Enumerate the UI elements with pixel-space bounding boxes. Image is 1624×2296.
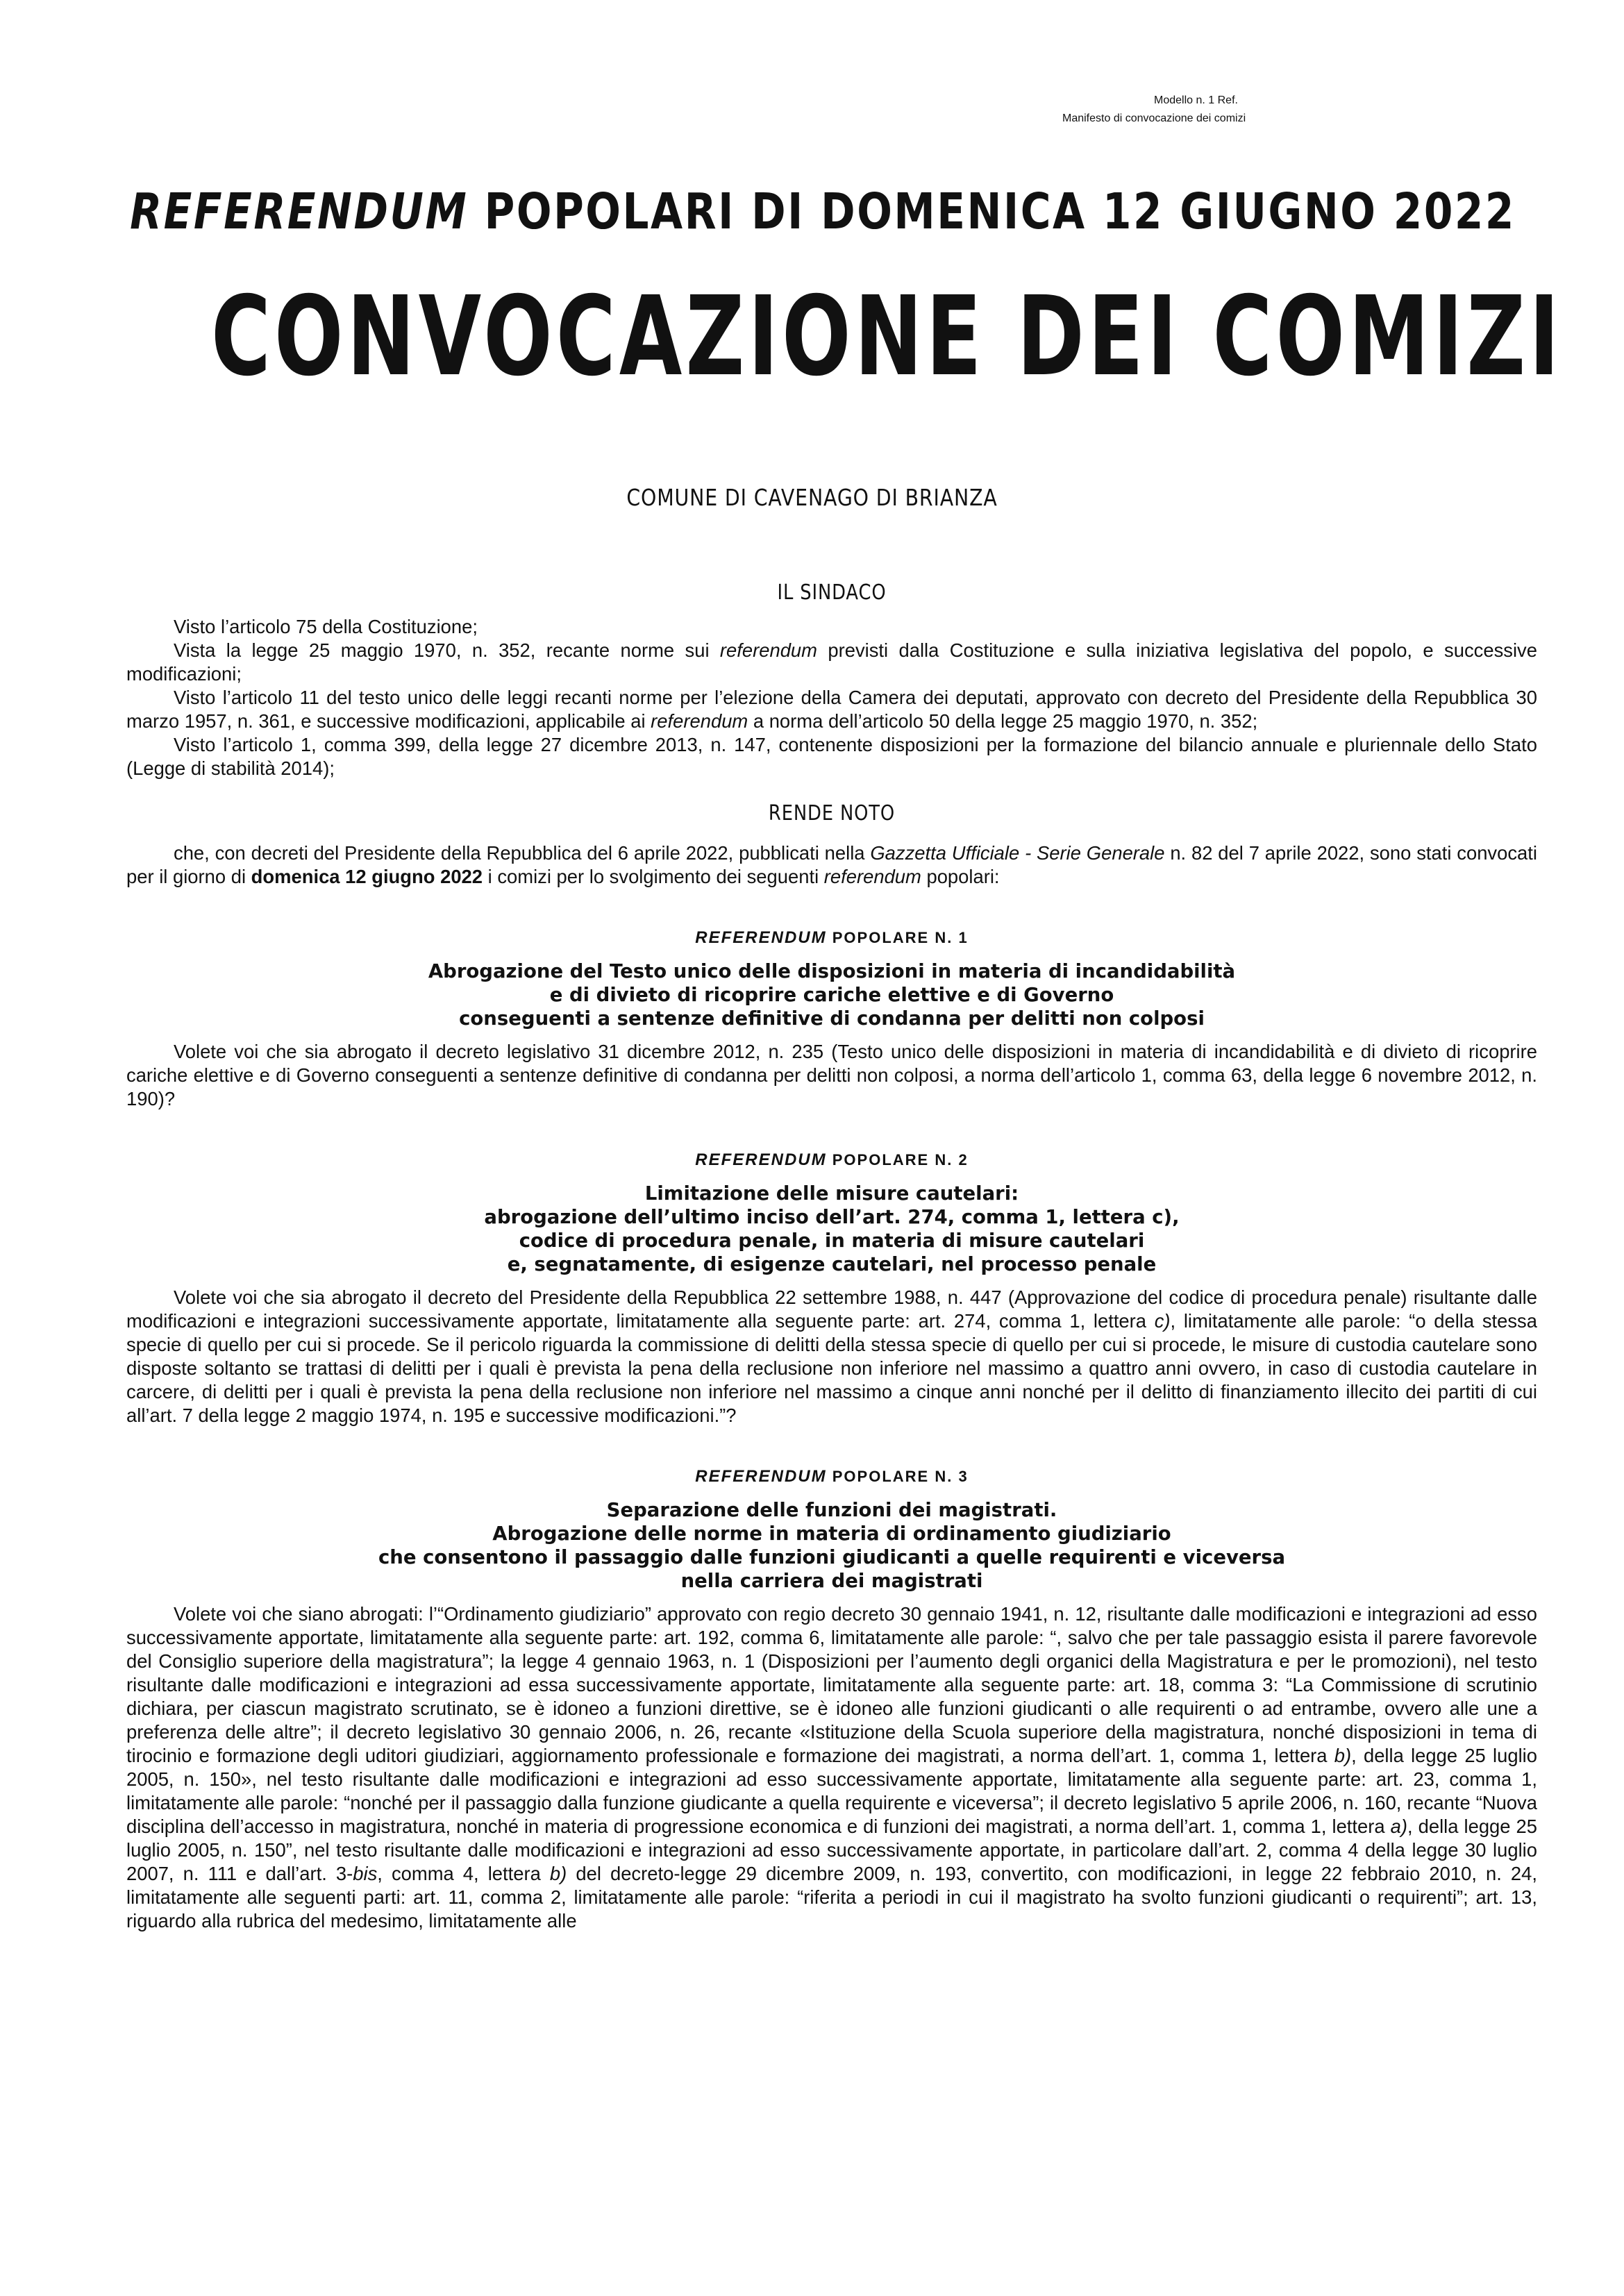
- referendum-3-heading-number: POPOLARE N. 3: [826, 1468, 969, 1485]
- rende-noto-text-a: che, con decreti del Presidente della Repubblica del 6 aprile 2022, pubblicati nella: [174, 842, 871, 864]
- document-body: [126, 579, 1537, 1933]
- referendum-3-question-text: , della legge 25 luglio 2005, n. 150”, nel testo risultante dalle modificazioni e integrazioni ad esso successivamente apportate, in particolare dall’art. 2, comma 4 della legge 30 luglio 2007, n. 111 e dall’art. 3-: [126, 1816, 1537, 1884]
- premise-3: [126, 686, 1537, 733]
- sindaco-heading: IL SINDACO: [777, 580, 887, 605]
- referendum-3-title-line: nella carriera dei magistrati: [680, 1570, 983, 1592]
- referendum-3-question-italic: b): [549, 1863, 567, 1884]
- referendum-2-title: [126, 1182, 1537, 1276]
- referendum-2-title-line: abrogazione dell’ultimo inciso dell’art. 274, comma 1, lettera c),: [484, 1206, 1180, 1228]
- referendum-1-heading-number: POPOLARE N. 1: [826, 929, 969, 946]
- referendum-3-question-text: Volete voi che siano abrogati: l’“Ordinamento giudiziario” approvato con regio decreto 30 gennaio 1941, n. 12, risultante dalle modificazioni e integrazioni ad esso successivamente apportate, limitatamente alla seguente parte: art. 192, comma 6, limitatamente alle parole: “, salvo che per tale passaggio esista il parere favorevole del Consiglio superiore della magistratura”; la legge 4 gennaio 1963, n. 1 (Disposizioni per l’aumento degli organici della Magistratura e per le promozioni), nel testo risultante dalle modificazioni e integrazioni ad essa successivamente apportate, limitatamente alla seguente parte: art. 18, comma 3: “La Commissione di scrutinio dichiara, per ciascun magistrato scrutinato, se è idoneo a funzioni direttive, se è idoneo alle funzioni giudicanti o alle requirenti o ad entrambe, ovvero alle une a preferenza delle altre”; il decreto legislativo 30 gennaio 2006, n. 26, recante «Istituzione della Scuola superiore della magistratura, nonché disposizioni in tema di tirocinio e formazione degli uditori giudiziari, aggiornamento professionale e formazione dei magistrati, a norma dell’art. 1, comma 1, lettera: [126, 1603, 1537, 1766]
- referendum-3-title-line: che consentono il passaggio dalle funzioni giudicanti a quelle requirenti e viceversa: [378, 1546, 1286, 1568]
- main-title: CONVOCAZIONE DEI COMIZI: [211, 273, 1563, 401]
- rende-noto-text-d: popolari:: [921, 866, 1000, 887]
- referendum-3-title-line: Abrogazione delle norme in materia di ordinamento giudiziario: [492, 1523, 1171, 1545]
- comune-name: COMUNE DI CAVENAGO DI BRIANZA: [626, 484, 998, 511]
- election-date: domenica 12 giugno 2022: [251, 866, 483, 887]
- rende-noto-text-b: n. 82 del 7 aprile 2022, sono stati convocati per il giorno di: [126, 842, 1537, 887]
- referendum-3-question-italic: a): [1390, 1816, 1407, 1837]
- referendum-3-question-italic: bis: [353, 1863, 378, 1884]
- model-number: Modello n. 1 Ref.: [1154, 94, 1238, 106]
- referendum-2-question-text-b: , limitatamente alle parole: “o della stessa specie di quello per cui si procede. Se il pericolo riguarda la commissione di delitti della stessa specie di quello per cui si procede, le misure di custodia cautelare sono disposte soltanto se trattasi di delitti per i quali è prevista la pena della reclusione non inferiore nel massimo a quattro anni ovvero, in caso di custodia cautelare in carcere, di delitti per i quali è prevista la pena della reclusione non inferiore nel massimo a cinque anni nonché per il delitto di finanziamento illecito dei partiti di cui all’art. 7 della legge 2 maggio 1974, n. 195 e successive modificazioni.”?: [126, 1310, 1537, 1426]
- premise-4-text: Visto l’articolo 1, comma 399, della legge 27 dicembre 2013, n. 147, contenente disposizioni per la formazione del bilancio annuale e pluriennale dello Stato (Legge di stabilità 2014);: [126, 734, 1537, 779]
- referendum-3-question-italic: b): [1334, 1745, 1352, 1766]
- referendum-1-title-line: Abrogazione del Testo unico delle disposizioni in materia di incandidabilità: [428, 960, 1236, 982]
- referendum-3-question-text: , comma 4, lettera: [377, 1863, 550, 1884]
- referendum-1-heading-italic: REFERENDUM: [695, 928, 827, 947]
- referendum-2-question: [126, 1286, 1537, 1427]
- rende-noto-paragraph: [126, 841, 1537, 889]
- referendum-3-question: [126, 1602, 1537, 1933]
- referendum-1-heading: [126, 928, 1537, 948]
- referendum-2-title-line: codice di procedura penale, in materia di misure cautelari: [519, 1230, 1145, 1252]
- referendum-2-heading-italic: REFERENDUM: [695, 1150, 827, 1169]
- rende-noto-text-c: i comizi per lo svolgimento dei seguenti: [483, 866, 824, 887]
- premise-1-text: Visto l’articolo 75 della Costituzione;: [174, 616, 478, 637]
- premise-4: [126, 733, 1537, 780]
- model-reference: [1062, 92, 1396, 128]
- premise-2-text-b: previsti dalla Costituzione e sulla iniziativa legislativa del popolo, e successive modificazioni;: [126, 639, 1537, 685]
- referendum-2-question-italic: c): [1154, 1310, 1171, 1332]
- referendum-2-heading-number: POPOLARE N. 2: [826, 1151, 969, 1168]
- referendum-3-heading-italic: REFERENDUM: [695, 1467, 827, 1486]
- premise-2-italic: referendum: [719, 639, 817, 661]
- referendum-2-title-line: Limitazione delle misure cautelari:: [644, 1182, 1019, 1205]
- referendum-3-title-line: Separazione delle funzioni dei magistrati.: [606, 1499, 1057, 1521]
- model-description: Manifesto di convocazione dei comizi: [1062, 112, 1246, 124]
- rende-noto-heading: RENDE NOTO: [768, 801, 896, 826]
- referendum-1-title-line: conseguenti a sentenze definitive di condanna per delitti non colposi: [459, 1007, 1205, 1030]
- headline-referendum-word: REFERENDUM: [130, 183, 469, 240]
- headline: [130, 177, 1516, 246]
- gazzetta-ufficiale: Gazzetta Ufficiale - Serie Generale: [870, 842, 1165, 864]
- referendum-2-question-text-a: Volete voi che sia abrogato il decreto del Presidente della Repubblica 22 settembre 1988, n. 447 (Approvazione del codice di procedura penale) risultante dalle modificazioni e integrazioni successivamente apportate, limitatamente alla seguente parte: art. 274, comma 1, lettera: [126, 1287, 1537, 1332]
- premise-3-text-a: Visto l’articolo 11 del testo unico delle leggi recanti norme per l’elezione della Camera dei deputati, approvato con decreto del Presidente della Repubblica 30 marzo 1957, n. 361, e successive modificazioni, applicabile ai: [126, 687, 1537, 732]
- referendum-3-question-text: , della legge 25 luglio 2005, n. 150», nel testo risultante dalle modificazioni e integrazioni ad esso successivamente apportate, limitatamente alla seguente parte: art. 23, comma 1, limitatamente alle parole: “nonché per il passaggio dalla funzione giudicante a quella requirente e viceversa”; il decreto legislativo 5 aprile 2006, n. 160, recante “Nuova disciplina dell’accesso in magistratura, nonché in materia di progressione economica e di funzioni dei magistrati, a norma dell’art. 1, comma 1, lettera: [126, 1745, 1537, 1837]
- premise-3-italic: referendum: [651, 710, 748, 732]
- referendum-2-title-line: e, segnatamente, di esigenze cautelari, nel processo penale: [507, 1253, 1157, 1275]
- premise-2-text-a: Vista la legge 25 maggio 1970, n. 352, recante norme sui: [174, 639, 720, 661]
- referendum-1-title-line: e di divieto di ricoprire cariche elettive e di Governo: [549, 984, 1114, 1006]
- referendum-3-title: [126, 1498, 1537, 1593]
- referendum-1-question: Volete voi che sia abrogato il decreto legislativo 31 dicembre 2012, n. 235 (Testo unico delle disposizioni in materia di incandidabilità e di divieto di ricoprire cariche elettive e di Governo conseguenti a sentenze definitive di condanna per delitti non colposi, a norma dell’articolo 1, comma 63, della legge 6 novembre 2012, n. 190)?: [126, 1041, 1537, 1109]
- referendum-1-title: [126, 960, 1537, 1030]
- referendum-2-heading: [126, 1150, 1537, 1171]
- premise-1: [126, 615, 1537, 639]
- rende-noto-italic: referendum: [823, 866, 921, 887]
- referendum-3-question-text: del decreto-legge 29 dicembre 2009, n. 193, convertito, con modificazioni, in legge 22 febbraio 2010, n. 24, limitatamente alle seguenti parti: art. 11, comma 2, limitatamente alle parole: “riferita a periodi in cui il magistrato ha svolto funzioni giudicanti o requirenti”; art. 13, riguardo alla rubrica del medesimo, limitatamente alle: [126, 1863, 1537, 1932]
- referendum-3-heading: [126, 1466, 1537, 1487]
- headline-rest: POPOLARI DI DOMENICA 12 GIUGNO 2022: [468, 183, 1516, 240]
- premise-3-text-b: a norma dell’articolo 50 della legge 25 maggio 1970, n. 352;: [748, 710, 1258, 732]
- premise-2: [126, 639, 1537, 686]
